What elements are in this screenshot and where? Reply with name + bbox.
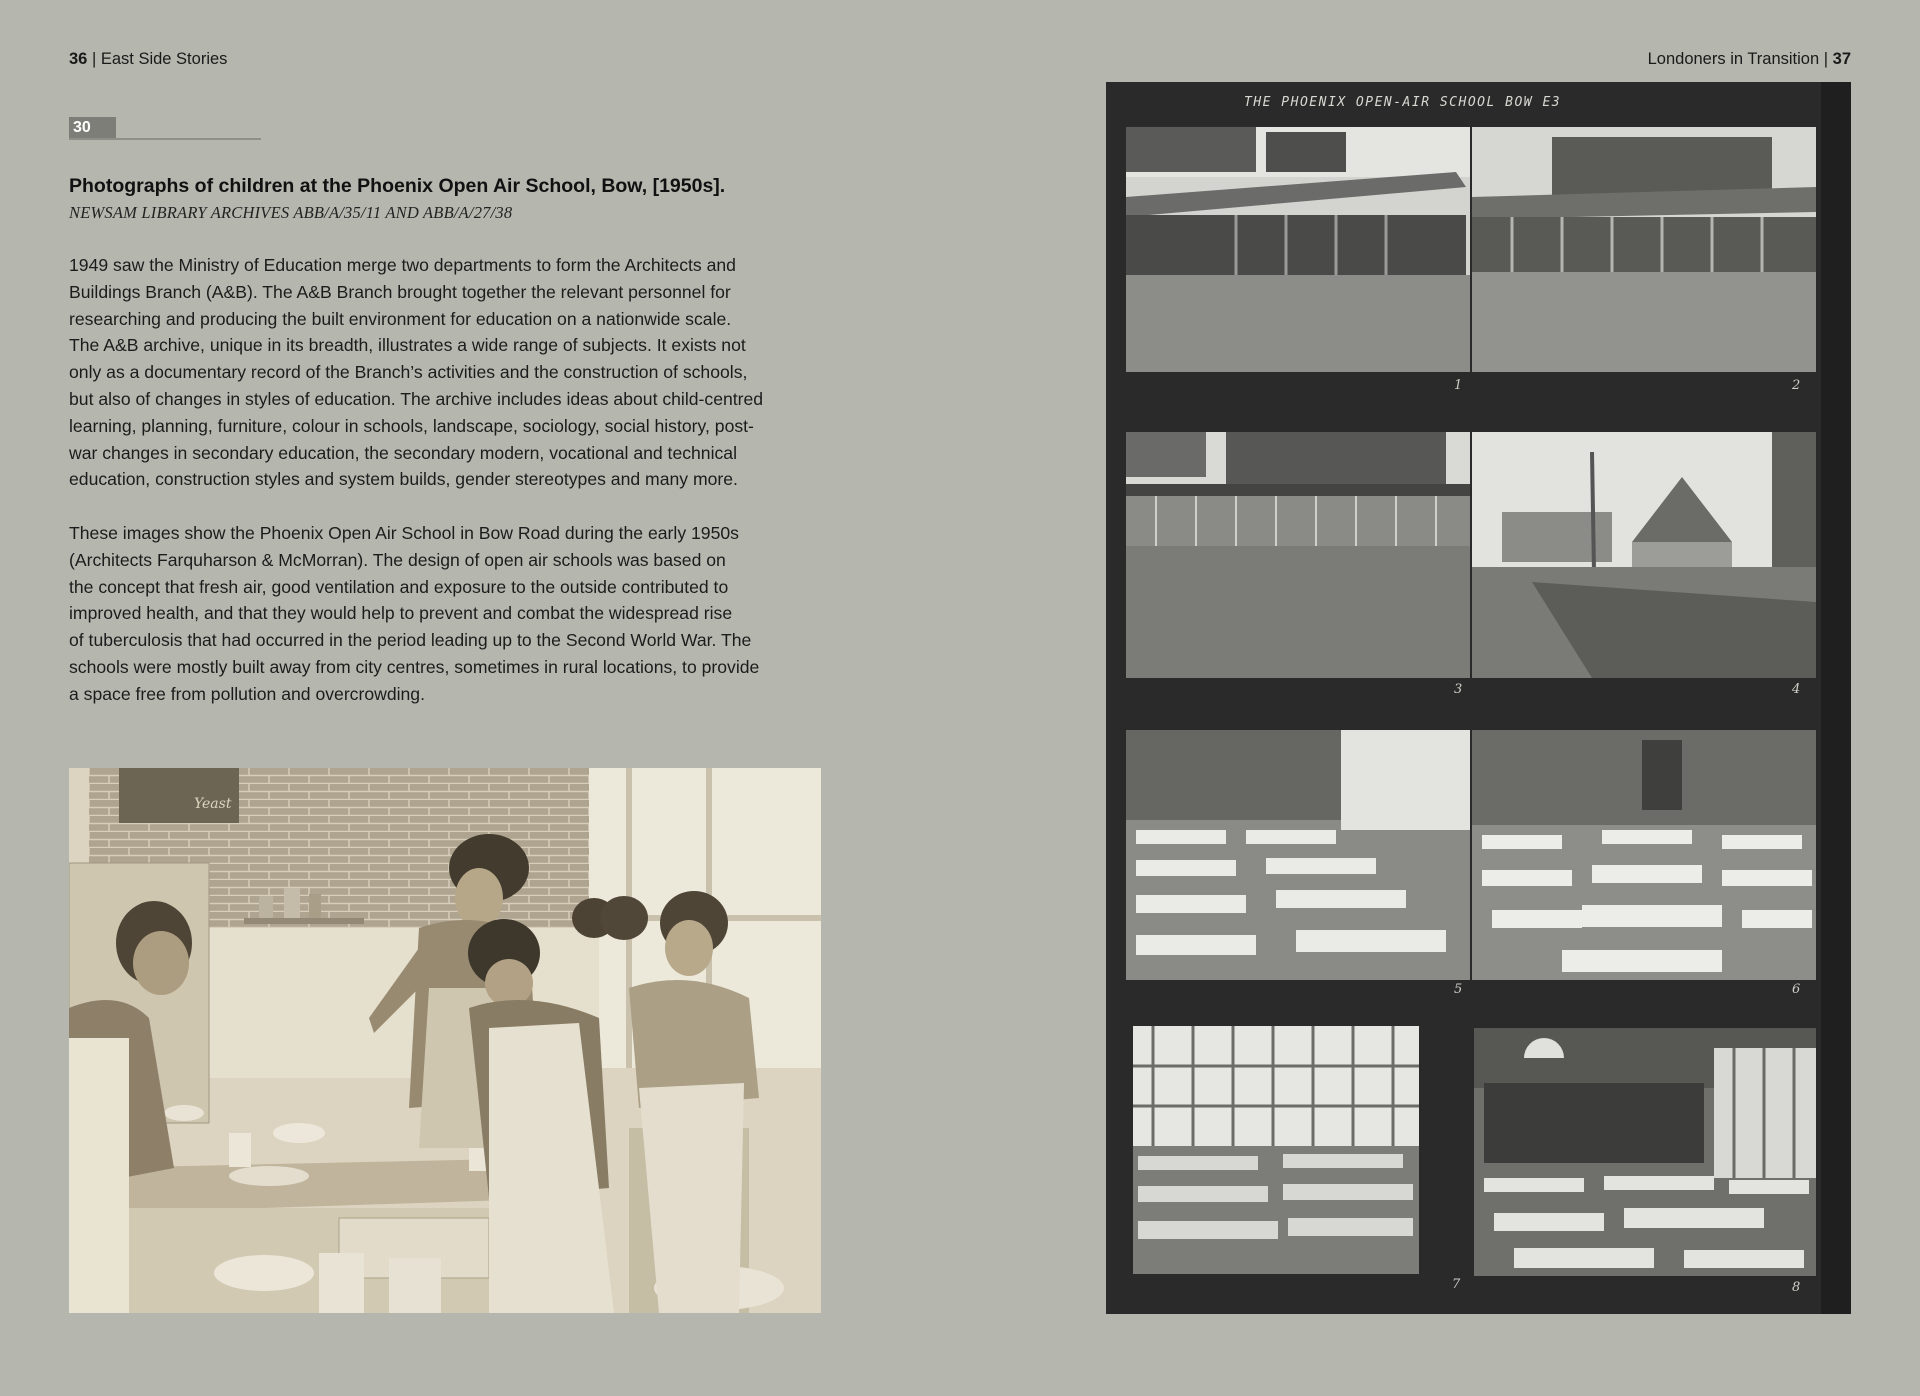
frame-number-2: 2 [1792, 378, 1801, 393]
contact-frame-7 [1133, 1026, 1419, 1274]
kitchen-photo-illustration [69, 768, 821, 1313]
right-page-number: 37 [1832, 50, 1851, 68]
kitchen-photograph [69, 768, 821, 1313]
contact-frame-4 [1472, 432, 1816, 678]
contact-frame-6 [1472, 730, 1816, 980]
header-separator: | [1823, 50, 1829, 68]
frame-number-1: 1 [1454, 378, 1463, 393]
contact-frame-3 [1126, 432, 1470, 678]
frame-number-8: 8 [1792, 1280, 1801, 1295]
contact-sheet [1106, 82, 1851, 1314]
contact-sheet-label: THE PHOENIX OPEN-AIR SCHOOL BOW E3 [1244, 95, 1562, 110]
frame-number-6: 6 [1792, 982, 1801, 997]
entry-number-tab [69, 117, 261, 140]
left-page-number: 36 [69, 50, 88, 68]
entry-number: 30 [69, 117, 116, 138]
right-running-title: Londoners in Transition [1647, 50, 1820, 68]
left-running-title: East Side Stories [100, 50, 228, 68]
entry-title: Photographs of children at the Phoenix Open Air School, Bow, [1950s]. [69, 175, 726, 197]
contact-frame-2 [1472, 127, 1816, 372]
frame-number-5: 5 [1454, 982, 1463, 997]
entry-source: NEWSAM LIBRARY ARCHIVES ABB/A/35/11 AND ABB/A/27/38 [69, 203, 513, 222]
header-separator: | [91, 50, 97, 68]
frame-number-3: 3 [1454, 682, 1463, 697]
body-paragraph-1: 1949 saw the Ministry of Education merge two departments to form the Architects and Buildings Branch (A&B). The A&B Branch brought together the relevant personnel for researching and producing the built environment for education on a nationwide scale. The A&B archive, unique in its breadth, illustrates a wide range of subjects. It exists not only as a documentary record of the Branch’s activities and the construction of schools, but also of changes in styles of education. The archive includes ideas about child-centred learning, planning, furniture, colour in schools, landscape, sociology, social history, post- war changes in secondary education, the secondary modern, vocational and technical education, construction styles and system builds, gender stereotypes and many more. [69, 255, 764, 490]
contact-frame-1 [1126, 127, 1470, 372]
frame-number-4: 4 [1792, 682, 1801, 697]
contact-frame-5 [1126, 730, 1470, 980]
running-head-left [69, 50, 227, 69]
running-head-right [1648, 50, 1851, 69]
body-paragraph-2: These images show the Phoenix Open Air School in Bow Road during the early 1950s (Architects Farquharson & McMorran). The design of open air schools was based on the concept that fresh air, good ventilation and exposure to the outside contributed to improved health, and that they would help to prevent and combat the widespread rise of tuberculosis that had occurred in the period leading up to the Second World War. The schools were mostly built away from city centres, sometimes in rural locations, to provide a space free from pollution and overcrowding. [69, 523, 760, 704]
contact-sheet-spine [1821, 82, 1851, 1314]
frame-number-7: 7 [1452, 1277, 1461, 1292]
chalkboard-text: Yeast [194, 796, 232, 812]
contact-frame-8 [1474, 1028, 1816, 1276]
